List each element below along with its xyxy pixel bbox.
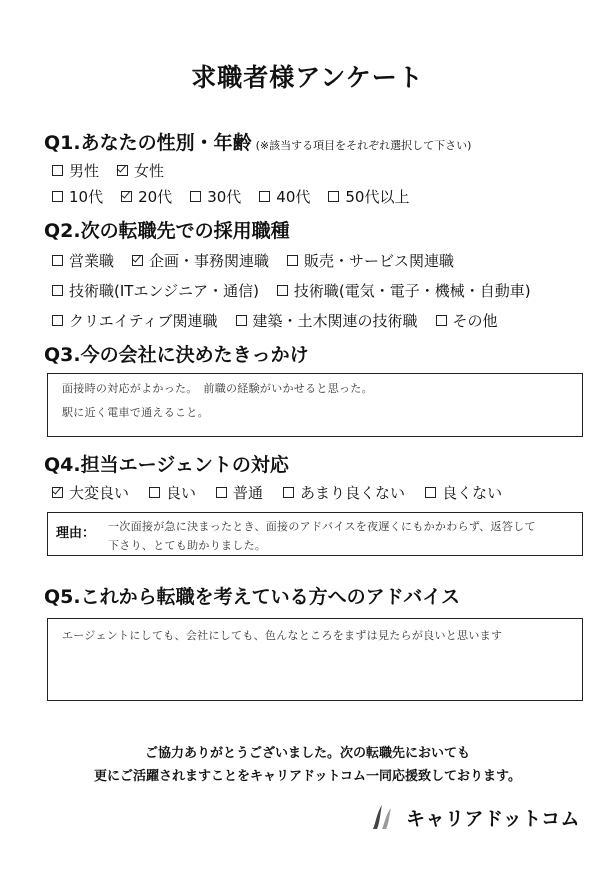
q2-heading: Q2.次の転職先での採用職種: [44, 220, 290, 242]
checkbox[interactable]: [52, 315, 63, 326]
option-label: 企画・事務関連職: [149, 252, 270, 270]
checkbox[interactable]: [52, 191, 63, 202]
q4-options: [52, 482, 522, 503]
option-q2-row1-0[interactable]: [52, 250, 114, 271]
option-label: 女性: [134, 162, 165, 180]
logo-mark-icon: [368, 802, 398, 832]
option-q2-row1-1[interactable]: [132, 250, 269, 271]
checkbox[interactable]: [259, 191, 270, 202]
q1-heading: Q1.あなたの性別・年齢 (※該当する項目をそれぞれ選択して下さい): [44, 132, 472, 154]
option-q1-age-3[interactable]: [259, 186, 310, 207]
checkbox[interactable]: [277, 285, 288, 296]
checkbox[interactable]: [287, 255, 298, 266]
option-q1-gender-0[interactable]: [52, 160, 99, 181]
checkbox-checked[interactable]: [132, 255, 143, 266]
option-q1-age-4[interactable]: [328, 186, 409, 207]
q4-heading: Q4.担当エージェントの対応: [44, 454, 289, 476]
checkbox[interactable]: [149, 487, 160, 498]
q3-answer-line2: 駅に近く電車で通えること。: [62, 406, 209, 419]
checkbox[interactable]: [52, 285, 63, 296]
option-q1-age-0[interactable]: [52, 186, 103, 207]
option-q2-row2-1[interactable]: [277, 280, 531, 301]
checkbox-checked[interactable]: [121, 191, 132, 202]
logo-text: キャリアドットコム: [406, 807, 580, 830]
checkbox[interactable]: [52, 255, 63, 266]
option-q1-gender-1[interactable]: [117, 160, 164, 181]
option-q4-options-1[interactable]: [149, 482, 196, 503]
option-label: 販売・サービス関連職: [304, 252, 455, 270]
q1-age-options: [52, 186, 427, 207]
option-label: 男性: [69, 162, 100, 180]
checkbox-checked[interactable]: [52, 487, 63, 498]
option-label: あまり良くない: [300, 484, 406, 502]
option-q2-row3-2[interactable]: [436, 310, 498, 331]
option-label: 10代: [69, 188, 104, 206]
option-q4-options-2[interactable]: [216, 482, 263, 503]
q5-answer: エージェントにしても、会社にしても、色んなところをまずは見たらが良いと思います: [62, 629, 503, 642]
option-label: 普通: [233, 484, 264, 502]
q2-options-row1: [52, 250, 472, 271]
checkbox[interactable]: [52, 165, 63, 176]
checkbox[interactable]: [190, 191, 201, 202]
option-label: 20代: [138, 188, 173, 206]
q2-options-row2: [52, 280, 549, 301]
checkbox[interactable]: [436, 315, 447, 326]
q1-gender-options: [52, 160, 182, 181]
option-q2-row3-1[interactable]: [236, 310, 418, 331]
q5-heading: Q5.これから転職を考えている方へのアドバイス: [44, 586, 461, 608]
option-label: 50代以上: [345, 188, 410, 206]
page-title: 求職者様アンケート: [191, 63, 424, 92]
option-label: 良い: [166, 484, 197, 502]
checkbox[interactable]: [236, 315, 247, 326]
option-label: 良くない: [442, 484, 503, 502]
q3-answer-box[interactable]: [47, 373, 583, 437]
q3-answer-line1: 面接時の対応がよかった。 前職の経験がいかせると思った。: [62, 382, 373, 395]
q4-reason-line2: 下さり、とても助かりました。: [108, 539, 267, 552]
option-q4-options-0[interactable]: [52, 482, 129, 503]
q1-note: (※該当する項目をそれぞれ選択して下さい): [255, 139, 472, 152]
option-label: 営業職: [69, 252, 115, 270]
checkbox[interactable]: [328, 191, 339, 202]
option-q1-age-1[interactable]: [121, 186, 172, 207]
company-logo: [368, 802, 580, 832]
q4-reason-box[interactable]: [47, 512, 583, 556]
option-q2-row1-2[interactable]: [287, 250, 454, 271]
option-label: その他: [452, 312, 498, 330]
checkbox[interactable]: [283, 487, 294, 498]
footer-thanks-line2: 更にご活躍されますことをキャリアドットコム一同応援致しております。: [94, 769, 521, 784]
q2-options-row3: [52, 310, 516, 331]
option-q4-options-4[interactable]: [425, 482, 502, 503]
option-q1-age-2[interactable]: [190, 186, 241, 207]
footer-thanks-line1: ご協力ありがとうございました。次の転職先においても: [144, 746, 470, 761]
option-q2-row2-0[interactable]: [52, 280, 259, 301]
checkbox-checked[interactable]: [117, 165, 128, 176]
option-label: 建築・土木関連の技術職: [252, 312, 418, 330]
option-label: 技術職(電気・電子・機械・自動車): [293, 282, 531, 300]
option-label: 技術職(ITエンジニア・通信): [69, 282, 259, 300]
option-label: 30代: [207, 188, 242, 206]
option-q2-row3-0[interactable]: [52, 310, 218, 331]
option-q4-options-3[interactable]: [283, 482, 405, 503]
q4-reason-label: 理由：: [56, 526, 96, 541]
checkbox[interactable]: [425, 487, 436, 498]
q5-answer-box[interactable]: [47, 618, 583, 701]
option-label: 40代: [276, 188, 311, 206]
q4-reason-line1: 一次面接が急に決まったとき、面接のアドバイスを夜遅くにもかかわらず、返答して: [108, 520, 536, 533]
option-label: クリエイティブ関連職: [69, 312, 218, 330]
q3-heading: Q3.今の会社に決めたきっかけ: [44, 344, 309, 366]
option-label: 大変良い: [69, 484, 130, 502]
checkbox[interactable]: [216, 487, 227, 498]
